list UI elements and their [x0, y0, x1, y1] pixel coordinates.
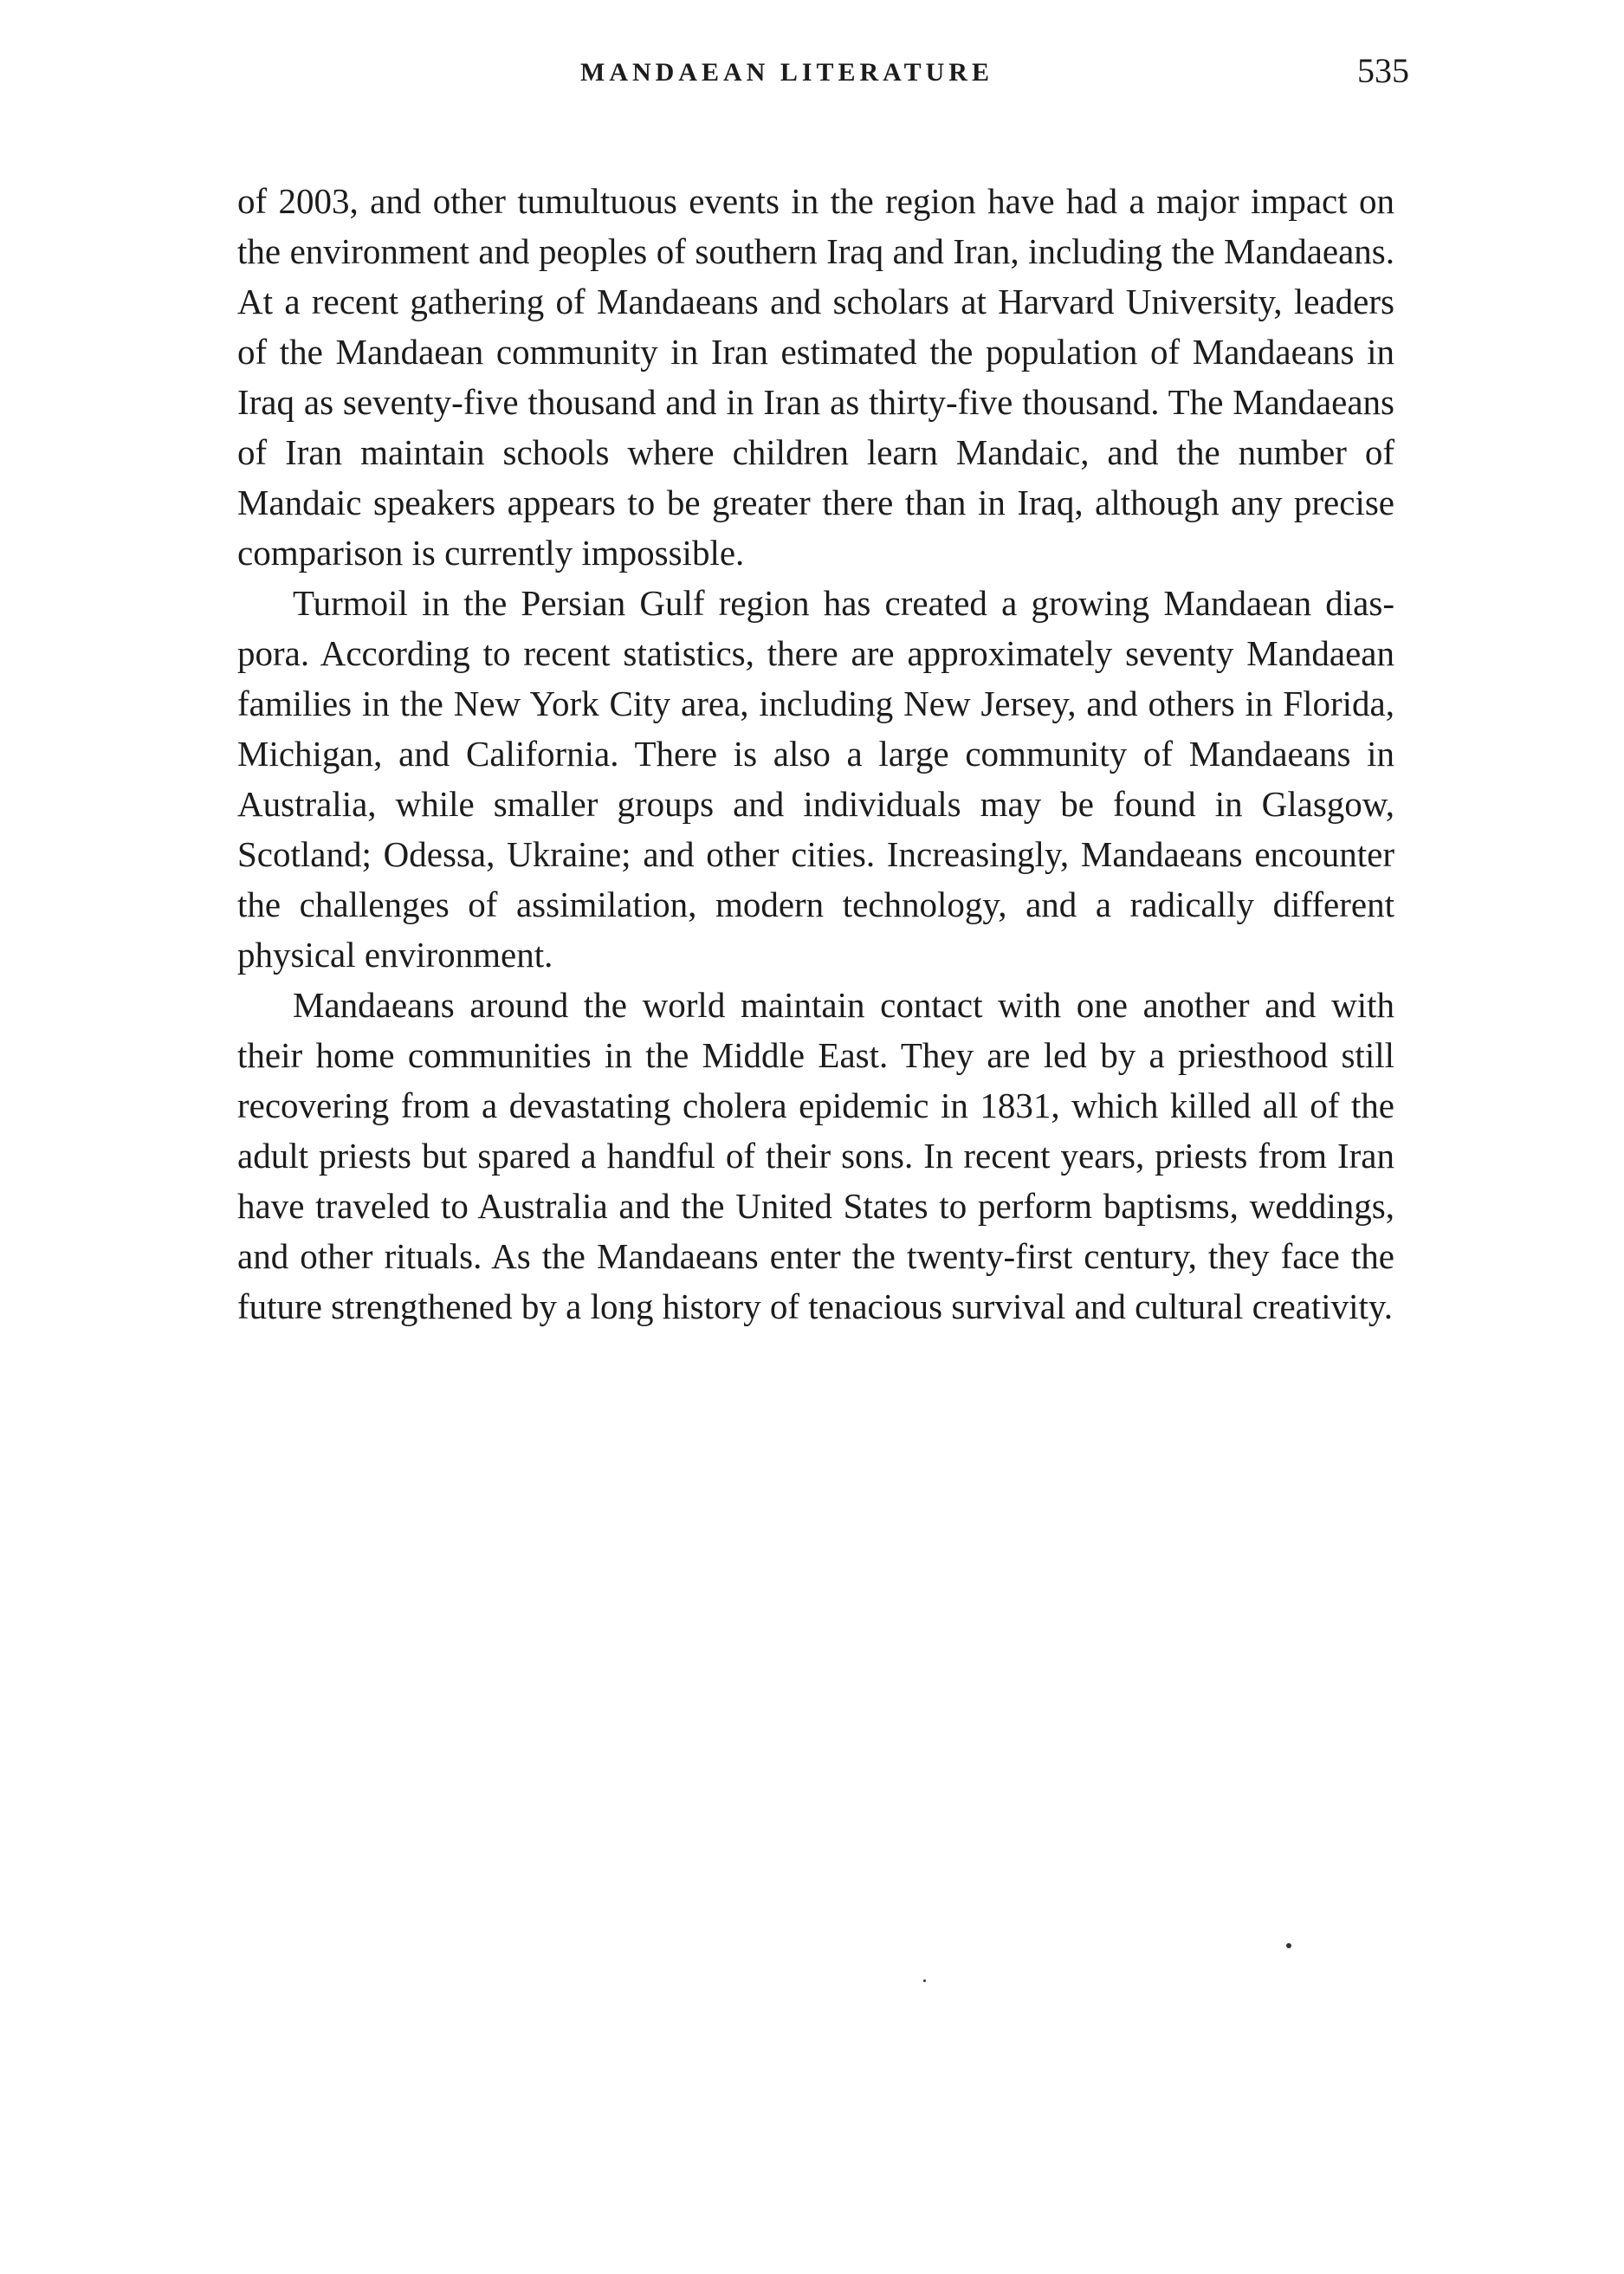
scan-speck	[1286, 1943, 1291, 1948]
paragraph-contact: Mandaeans around the world maintain contact with one another and with their home communities in the Middle East. They are led by a priesthood still recovering from a devastating cholera epidemic in 1831, which killed all of the adult priests but spared a handful of their sons. In recent years, priests from Iran have traveled to Australia and the United States to perform baptisms, weddings, and other rituals. As the Mandaeans enter the twenty-first century, they face the future strengthened by a long history of tenacious survival and cultural creativity.	[237, 985, 1394, 1326]
paragraph-continued: of 2003, and other tumultuous events in the region have had a major impact on the environment and peoples of southern Iraq and Iran, including the Mandaeans. At a recent gathering of Mandaeans and scholars at Harvard University, leaders of the Mandaean community in Iran estimated the population of Mandaeans in Iraq as seventy-five thousand and in Iran as thirty-five thousand. The Mandaeans of Iran maintain schools where children learn Mandaic, and the number of Mandaic speakers appears to be greater there than in Iraq, although any precise comparison is currently impossible.	[237, 181, 1394, 573]
running-head	[0, 52, 1624, 104]
page-number: 535	[1357, 51, 1409, 90]
scan-speck	[923, 1979, 926, 1982]
body-text	[237, 176, 1394, 1331]
paragraph-diaspora: Turmoil in the Persian Gulf region has created a growing Mandaean diaspora. According to recent statistics, there are approximately seventy Mandaean families in the New York City area, including New Jersey, and others in Florida, Michigan, and California. There is also a large community of Mandaeans in Australia, while smaller groups and individuals may be found in Glasgow, Scotland; Odessa, Ukraine; and other cities. Increasingly, Mandaeans encounter the challenges of assimilation, modern technology, and a radically different physical environment.	[237, 583, 1394, 975]
running-title: MANDAEAN LITERATURE	[580, 58, 993, 87]
